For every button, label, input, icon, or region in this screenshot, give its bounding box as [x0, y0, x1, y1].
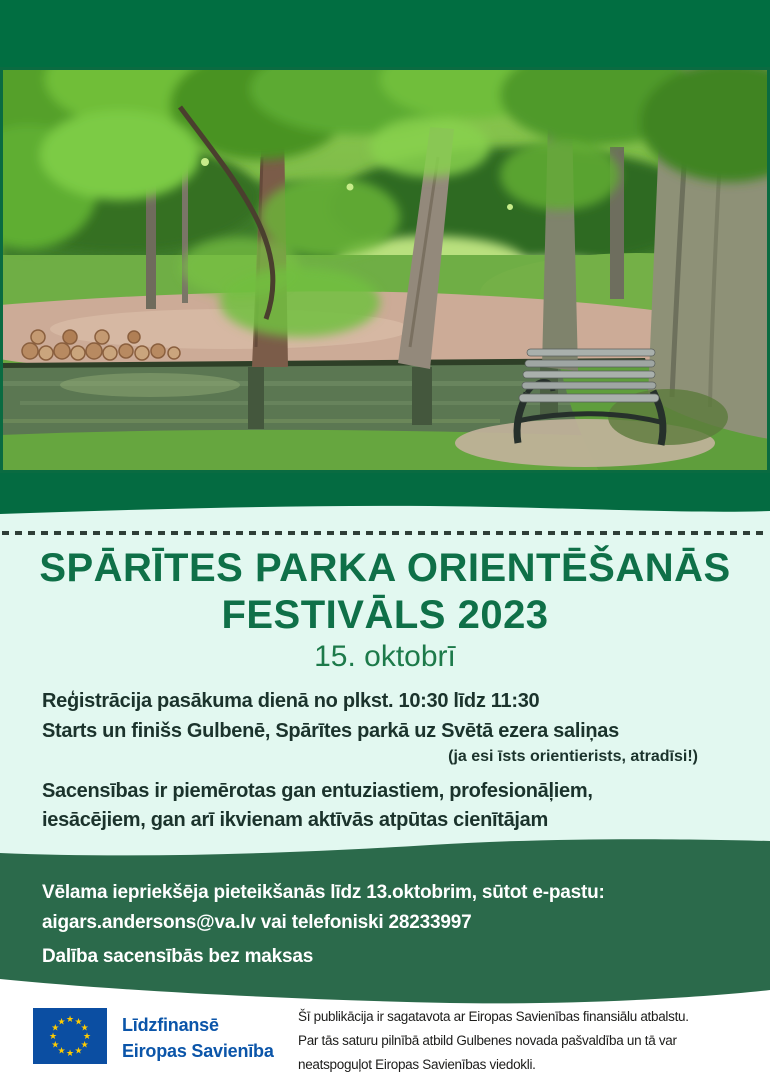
svg-text:★: ★ [57, 1017, 66, 1028]
orienteering-note: (ja esi īsts orientierists, atradīsi!) [448, 748, 698, 765]
svg-text:★: ★ [51, 1023, 60, 1034]
eu-flag-icon [33, 1008, 107, 1064]
audience-info-line-2: iesācējiem, gan arī ikvienam aktīvās atpūtas cienītājam [42, 809, 548, 831]
registration-info: Reģistrācija pasākuma dienā no plkst. 10:30 līdz 11:30 [42, 690, 540, 712]
top-bar [0, 0, 770, 67]
signup-email-phone: aigars.andersons@va.lv vai telefoniski 28233997 [42, 912, 472, 933]
eu-funding-label-line-1: Līdzfinansē [122, 1015, 219, 1035]
svg-text:★: ★ [80, 1040, 89, 1051]
title-line-1: SPĀRĪTES PARKA ORIENTĒŠANĀS [39, 546, 731, 590]
signup-line-1: Vēlama iepriekšēja pieteikšanās līdz 13.oktobrim, sūtot e-pastu: [42, 882, 605, 903]
page-title [0, 545, 770, 639]
eu-disclaimer-line-1: Šī publikācija ir sagatavota ar Eiropas Savienības finansiālu atbalstu. [298, 1009, 689, 1024]
eu-disclaimer-line-2: Par tās saturu pilnībā atbild Gulbenes novada pašvaldība un tā var [298, 1033, 677, 1048]
svg-text:★: ★ [65, 1049, 75, 1059]
dotted-separator [2, 531, 768, 535]
free-entry-note: Dalība sacensībās bez maksas [42, 946, 314, 967]
eu-funding-label-line-2: Eiropas Savienība [122, 1041, 274, 1061]
photo-divider-wave [0, 473, 770, 517]
svg-text:★: ★ [80, 1023, 89, 1034]
start-finish-info: Starts un finišs Gulbenē, Spārītes parkā uz Svētā ezera saliņas [42, 720, 619, 742]
park-photo-illustration [0, 67, 770, 473]
eu-funding-label [122, 1012, 297, 1064]
event-date: 15. oktobrī [314, 640, 456, 673]
svg-text:★: ★ [65, 1015, 75, 1025]
svg-text:★: ★ [48, 1032, 58, 1042]
svg-text:★: ★ [74, 1017, 83, 1028]
eu-disclaimer-line-3: neatspoguļot Eiropas Savienības viedokli. [298, 1057, 536, 1072]
audience-info-line-1: Sacensības ir piemērotas gan entuziastiem, profesionāļiem, [42, 780, 593, 802]
svg-text:★: ★ [51, 1040, 60, 1051]
park-photo [0, 67, 770, 473]
svg-text:★: ★ [74, 1046, 83, 1057]
svg-text:★: ★ [82, 1032, 92, 1042]
svg-text:★: ★ [57, 1046, 66, 1057]
eu-disclaimer [298, 1005, 760, 1077]
title-line-2: FESTIVĀLS 2023 [221, 593, 549, 637]
signup-info [42, 878, 732, 938]
